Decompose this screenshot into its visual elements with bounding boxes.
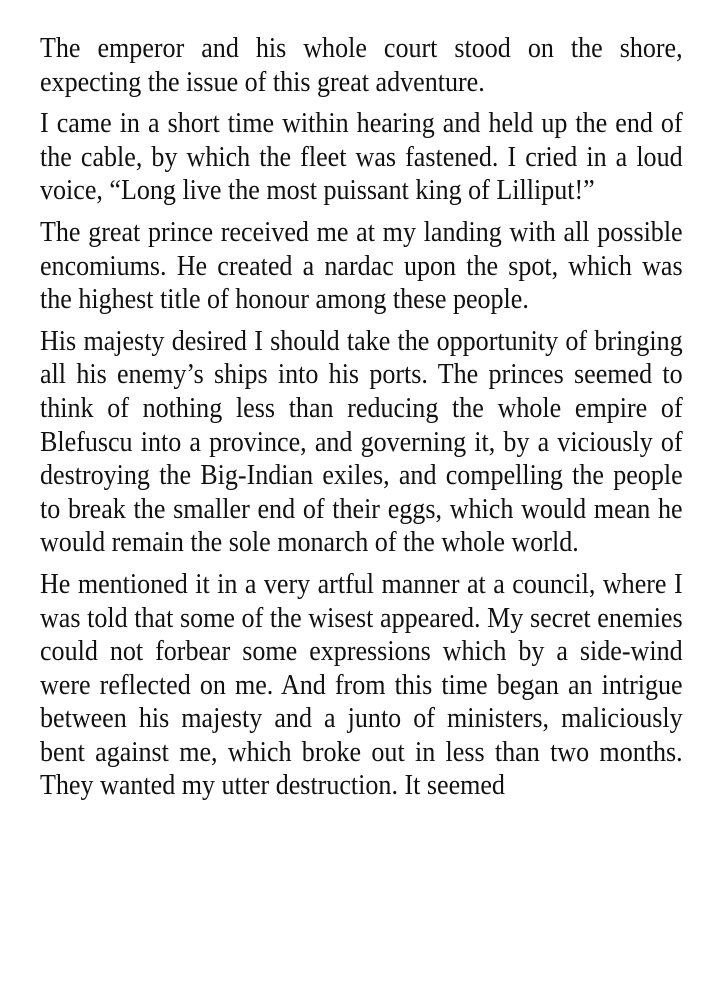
paragraph-cable-fleet: I came in a short time within hearing and held up the end of the cable, by which the fleet was fastened. I cried in a loud voice, “Long live the most puissant king of Lilliput!”: [40, 108, 683, 207]
paragraph-majesty-ships: His majesty desired I should take the opportunity of bringing all his enemy’s ships into his ports. The princes seemed to think of nothing less than reducing the whole empire of Blefuscu into a province, and governing it, by a viciously of destroying the Big-Indian exiles, and compelling the people to break the smaller end of their eggs, which would mean he would remain the sole monarch of the whole world.: [40, 325, 683, 559]
paragraph-council-intrigue: He mentioned it in a very artful manner at a council, where I was told that some of the wisest appeared. My secret enemies could not forbear some expressions which by a side-wind were reflected on me. And from this time began an intrigue between his majesty and a junto of ministers, maliciously bent against me, which broke out in less than two months. They wanted my utter destruction. It seemed: [40, 568, 683, 802]
paragraph-prince-nardac: The great prince received me at my landing with all possible encomiums. He created a nardac upon the spot, which was the highest title of honour among these people.: [40, 216, 683, 316]
paragraph-emperor-court: The emperor and his whole court stood on the shore, expecting the issue of this great adventure.: [40, 33, 683, 98]
page-text: [40, 32, 683, 811]
